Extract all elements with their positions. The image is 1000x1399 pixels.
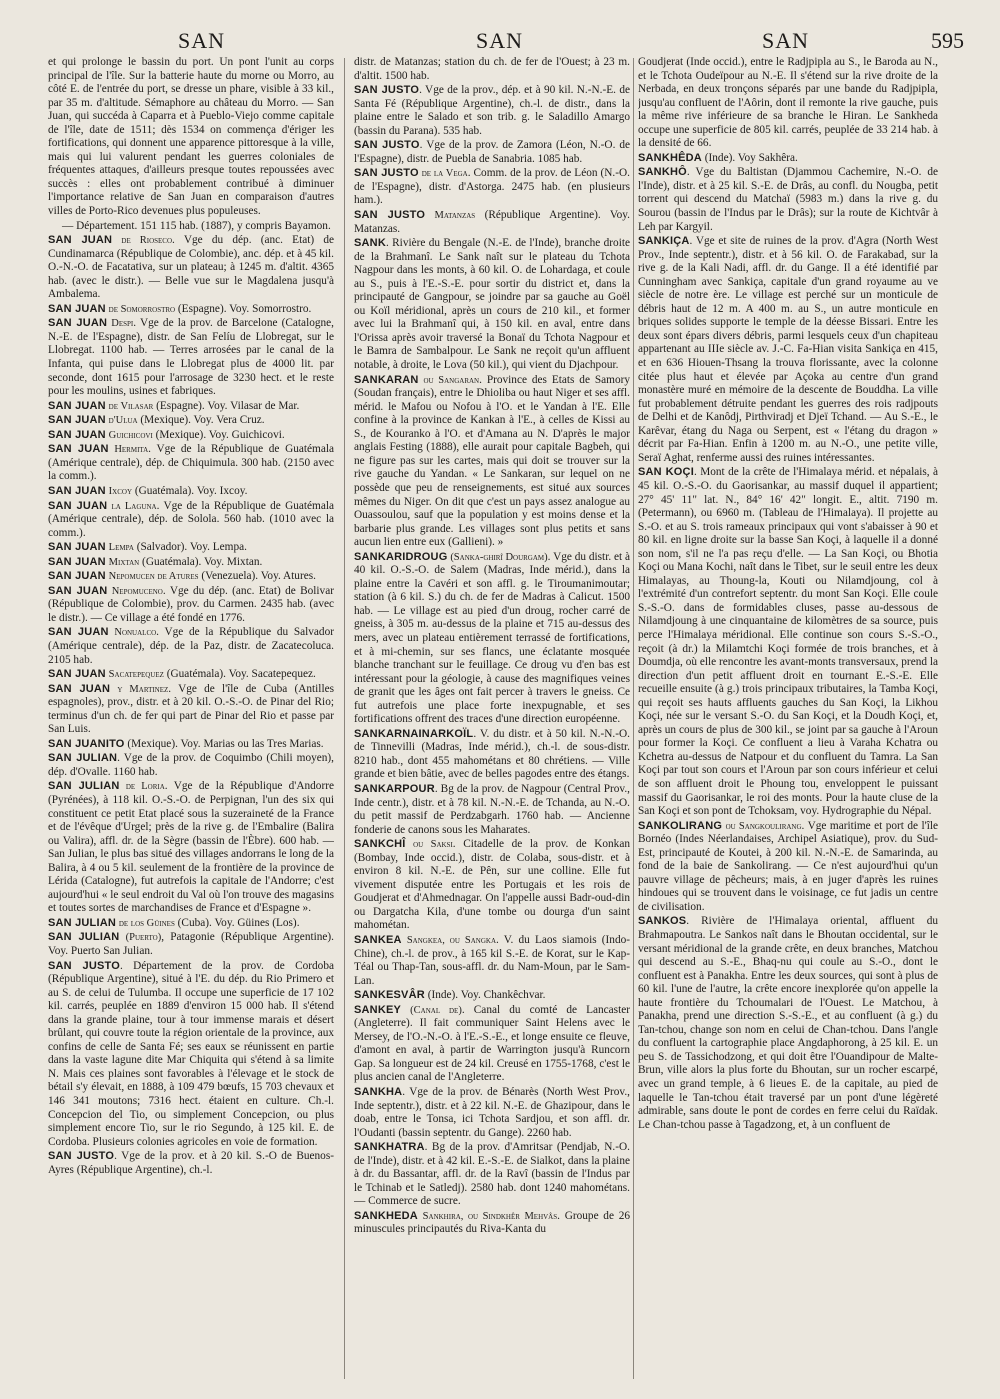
entry-headword: SAN JUAN <box>48 626 109 639</box>
entry-qualifier: Sacatepequez <box>108 669 164 681</box>
entry-headword: SAN KOÇI <box>638 466 694 479</box>
entry-headword: SAN JUANITO <box>48 737 125 750</box>
entry-headword: SANKOLIRANG <box>638 819 723 832</box>
dictionary-entry <box>48 960 334 1150</box>
entry-headword: SAN JULIAN <box>48 752 118 765</box>
text-column-right <box>638 56 938 1381</box>
dictionary-entry <box>48 1150 334 1177</box>
entry-qualifier: ou Sangkoulirang <box>725 820 802 832</box>
dictionary-entry <box>354 934 630 988</box>
dictionary-entry <box>354 838 630 933</box>
entry-headword: SANKOS <box>638 915 687 928</box>
dictionary-entry <box>354 551 630 727</box>
entry-body: (Mexique). Voy. Vera Cruz. <box>137 414 265 427</box>
entry-qualifier: ou Sangaran <box>423 374 480 386</box>
entry-body: (Salvador). Voy. Lempa. <box>133 541 247 554</box>
entry-qualifier: Nepomucen de Atures <box>108 571 199 583</box>
entry-headword: SANKHATRA <box>354 1141 425 1154</box>
dictionary-entry <box>354 237 630 372</box>
entry-qualifier: ou Saksi <box>413 839 453 851</box>
dictionary-entry <box>354 209 630 236</box>
dictionary-entry <box>48 626 334 667</box>
entry-body: . Vge de la prov. de Barcelone (Catalogne, N.-E. de l'Espagne), distr. de San Felíu de Llobregat, sur le Llobregat. 1100 hab. — Terres arrosées par le canal de la Infanta, qui puise dans le Llobregat plus de 4000 lit. par seconde, dont 1615 pour l'arrosage de 3230 hect. et le reste pour les moulins, usines et fabriques. <box>48 317 334 398</box>
entry-headword: SAN JUSTO <box>48 1150 115 1163</box>
dictionary-entry <box>48 683 334 737</box>
entry-text <box>48 56 334 219</box>
entry-body: . Bg de la prov. d'Amritsar (Pendjab, N.-O. de l'Inde), distr. et à 42 kil. E.-S.-E. de Sialkot, dans la plaine à dr. du Bassantar, affl. dr. de la Ravî (bassin de l'Indus par le Tchinab et le Satledj). 2580 hab. dont 1240 mahométans. — Commerce de sucre. <box>354 1141 630 1208</box>
entry-qualifier: Mixtan <box>108 556 140 568</box>
entry-headword: SAN JUSTO <box>354 167 419 180</box>
entry-text <box>638 56 938 151</box>
dictionary-entry <box>354 374 630 550</box>
column-rule-1 <box>344 58 345 1379</box>
dictionary-entry <box>48 556 334 570</box>
entry-headword: SANKHEDA <box>354 1209 418 1222</box>
dictionary-entry <box>354 1210 630 1237</box>
entry-body: (Venezuela). Voy. Atures. <box>198 570 316 583</box>
dictionary-entry <box>48 752 334 779</box>
entry-body: . Vge maritime et port de l'île Bornéo (Indes Néerlandaises, Archipel Asiatique), prov. du Sud-Est, principauté de Koutei, à 200 kil. N.-N.-E. de Samarinda, au fond de la baie de Sankolirang. — Ce n'est aujourd'hui qu'un pauvre village de pêcheurs; mais, à en juger d'après les ruines hindoues qui se trouvent dans le voisinage, ce fut jadis un centre de civilisation. <box>638 819 938 913</box>
entry-body: (Cuba). Voy. Güines (Los). <box>174 916 300 929</box>
entry-body: . Vge du dép. (anc. Etat) de Bolivar (République de Colombie), prov. du Carmen. 2435 hab. (avec le distr.). — Ce village a été fondé en 1776. <box>48 584 334 624</box>
entry-body: . Province des Etats de Samory (Soudan français), entre le Dhioliba ou haut Niger et ses affl. mérid. le Mafou ou Nofou à l'O. et le Yandan à l'E. Elle confine à la province de Kankan à l'E., à celles de Kissi au S., de Kouranko à l'O. et d'Amana au N. D'après le major anglais Festing (1888), elle aurait pour capitale Bagbeh, qui ne figure pas sur les cartes, mais qui doit se trouver sur la rive gauche du Yandan. « Le Sankaran, sur lequel on ne possède que peu de renseignements, est situé aux sources mêmes du Niger. On dit que c'est un pays assez analogue au Ouassoulou, sauf que la population y est moins dense et la barbarie plus grande. Les villages sont plus petits et sans aucun lien entre eux (Gallieni). » <box>354 373 630 549</box>
entry-qualifier: Sangkea, ou Sangka <box>406 935 497 946</box>
entry-headword: SAN JUAN <box>48 302 106 315</box>
entry-headword: SANKARAN <box>354 373 419 386</box>
entry-headword: SAN JULIAN <box>48 931 120 944</box>
entry-qualifier: (Sanka-ghirî Dourgam) <box>450 551 548 563</box>
entry-qualifier: la Laguna <box>111 500 157 512</box>
entry-headword: SAN JUSTO <box>354 209 426 222</box>
entry-body: . Vge du distr. et à 40 kil. O.-S.-O. de Salem (Madras, Inde mérid.), dans la plaine entre la Cavéri et son affl. g. le Tiroumanimoutar; station (à 6 kil. S.) du ch. de fer de Madras à Calicut. 1500 hab. — Le village est au pied d'un droug, rocher carré de gneiss, à 305 m. au-dessus de la plaine et 715 au-dessus des mers, avec un plateau entièrement terrassé de fortifications, et à mi-chemin, sur ses flancs, une éclatante mosquée blanche tranchant sur le feuillage. Ce droug vu d'en bas est intéressant pour la géologie, à cause des magnifiques veines de granit que les âges ont fait percer à travers le gneiss. Ce fut autrefois une place forte inexpugnable, et ses fortifications offrent des traces d'une direction européenne. <box>354 550 630 726</box>
dictionary-entry <box>354 728 630 782</box>
entry-body: . Vge du Baltistan (Djammou Cachemire, N.-O. de l'Inde), distr. et à 25 kil. S.-E. de Drâs, au confl. du Nougba, petit torrent qui descend du Matchaï (5983 m.) dans la rive g. du Sourou (bassin de l'Indus par le Drâs); sur la route de Kichtvâr à Leh par Kargyil. <box>638 166 938 233</box>
entry-headword: SAN JULIAN <box>48 916 117 929</box>
entry-body: . Vge de la République de Guatémala (Amérique centrale), dép. de Chiquimula. 300 hab. (2150 avec la comm.). <box>48 443 334 483</box>
dictionary-entry <box>48 917 334 931</box>
entry-body: . Citadelle de la prov. de Konkan (Bombay, Inde occid.), distr. de Colaba, sous-distr. et à environ 8 kil. N.-E. de Pên, sur une colline. Elle fut vivement disputée entre les Portugais et les rois de Goudjerat et d'Ahmednagar. On l'appelle aussi Badr-oud-din ou Dargatcha Kila, d'une tombe ou dourga d'un saint mahométan. <box>354 838 630 932</box>
entry-headword: SANKHÊDA <box>638 151 702 164</box>
entry-body: . Vge de la prov. et à 20 kil. S.-O de Buenos-Ayres (République Argentine), ch.-l. <box>48 1150 334 1176</box>
entry-headword: SANKARNAINARKOÏL <box>354 727 474 740</box>
header-right-word: SAN <box>762 28 810 53</box>
entry-body: (République Argentine). Voy. Matanzas. <box>354 209 630 235</box>
entry-headword: SANKARPOUR <box>354 782 435 795</box>
entry-body: . Vge de la prov. de Bénarès (North West Prov., Inde septentr.), distr. et à 22 kil. N.-E. de Ghazipour, dans le doab, entre le Tonsa, ici Tchota Sardjou, et son affl. dr. l'Oudanti (bassin septentr. du Gange). 2260 hab. <box>354 1086 630 1139</box>
entry-qualifier: Nonualco <box>114 627 157 639</box>
entry-body: . V. du distr. et à 50 kil. N.-N.-O. de Tinnevilli (Madras, Inde mérid.), ch.-l. de sous-distr. 8210 hab., dont 455 mahométans et 80 chrétiens. — Ville grande et bien bâtie, avec de belles pagodes entre des étangs. <box>354 727 630 781</box>
dictionary-entry <box>48 931 334 958</box>
dictionary-entry <box>48 400 334 414</box>
header-left-word: SAN <box>178 28 226 53</box>
entry-headword: SANKCHÎ <box>354 838 406 851</box>
dictionary-entry <box>48 414 334 428</box>
entry-qualifier: Guichicovi <box>108 429 153 441</box>
dictionary-entry <box>48 500 334 541</box>
dictionary-entry <box>48 585 334 626</box>
entry-body: (Espagne). Voy. Vilasar de Mar. <box>153 399 300 412</box>
entry-headword: SAN JUAN <box>48 668 106 681</box>
entry-qualifier: de Loria <box>125 781 165 793</box>
dictionary-entry <box>48 317 334 398</box>
entry-body: . Comm. de la prov. de Léon (N.-O. de l'Espagne), distr. d'Astorga. 2475 hab. (en plusieurs ham.). <box>354 167 630 207</box>
dictionary-entry <box>354 783 630 837</box>
entry-qualifier: y Martinez <box>117 683 169 695</box>
entry-body: . Bg de la prov. de Nagpour (Central Prov., Inde centr.), distr. et à 78 kil. N.-N.-E. de Tchanda, au N.-O. du petit massif de Perdzabgarh. 1760 hab. — Ancienne fonderie de canons sous les Maharates. <box>354 782 630 836</box>
entry-body: . Groupe de 26 minuscules principautés du Riva-Kanta du <box>354 1209 630 1236</box>
entry-body: . Vge de la République d'Andorre (Pyrénées), à 118 kil. O.-S.-O. de Perpignan, l'un des six qui constituent ce petit Etat placé sous la suzeraineté de la France et de l'évêque d'Urgel; près de la rive g. de l'Embalire (Balira ou Valira), affl. dr. de la Sègre (bassin de l'Èbre). 600 hab. — San Julian, le plus bas situé des villages andorrans le long de la Balira, à 4 ou 5 kil. seulement de la frontière de la province de Lérida (Catalogne), fut autrefois la capitale de l'Andorre; c'est aujourd'hui « le seul endroit du Val où l'on trouve des magasins et toutes sortes de marchandises de France et d'Espagne ». <box>48 780 334 915</box>
entry-body: . Mont de la crête de l'Himalaya mérid. et népalais, à 45 kil. O.-S.-O. du Gaorisankar, au massif duquel il appartient; 27° 45' 11" lat. N., 84° 16' 42" longit. E., altit. 7190 m. (Petermann), ou 6960 m. (Tableau de l'Himalaya). Il projette au S.-O. et au S. trois rameaux principaux qui vont s'abaisser à 90 et 80 kil. en ligne droite sur la basse San Koçi, à laquelle il a donné son nom, s'il ne l'a pas reçu d'elle. — La San Koçi, ou Bhotia Koçi ou Mana Kochi, naît dans le Tibet, sur le seuil entre les deux Himalayas, au Thoung-la, Kouti ou Nilamdjoung, col à l'extrémité d'un contrefort septentr. du mont San Koçi. Elle coule S.-S.-O. dans de formidables cluses, passe au-dessous de Nilamdjoung à une cinquantaine de kilomètres de sa source, puis perce l'Himalaya méridional. Elle continue son cours S.-S.-O., reçoit (à dr.) la Milamtchi Koçi formée de trois branches, et à Doumdja, où elle rencontre les avant-monts transversaux, prend la direction d'un petit affluent droit en tournant E.-S.-E. Elle recueille ensuite (à g.) trois principaux tributaires, la Tamba Koçi, qui reçoit ses hauts affluents gauches du San Koçi, la Likhou Koçi, née sur le versant S.-O. du San Koçi, et la Doudh Koçi, et, après un cours de plus de 300 kil., se joint par sa gauche à l'Aroun pour former la Koçi. Ce confluent a lieu à Varaha Kchatra ou Kchetra au-dessus de Natpour et du confluent du Tamra. La San Koçi par tout son cours et l'Aroun par son cours inférieur et celui de son affluent droit le Phoung tou, enveloppent le puissant massif du Gaorisankar, le roi des monts. Pour la haute cluse de la San Koçi et son pont de Tchoksam, voy. Hydrographie du Népal. <box>638 466 938 818</box>
entry-qualifier: Lempa <box>108 542 134 554</box>
entry-qualifier: de los Güines <box>118 917 175 929</box>
entry-body: (Inde). Voy Sakhêra. <box>701 151 798 164</box>
dictionary-entry <box>48 668 334 682</box>
dictionary-entry <box>354 1004 630 1085</box>
dictionary-entry <box>638 915 938 1132</box>
entry-body: (Mexique). Voy. Marias ou las Tres Marias. <box>124 737 324 750</box>
entry-headword: SANKEA <box>354 934 402 946</box>
entry-headword: SAN JUSTO <box>48 959 121 972</box>
entry-qualifier: Matanzas <box>434 210 476 222</box>
entry-headword: SAN JUSTO <box>354 139 420 152</box>
entry-headword: SANKHA <box>354 1086 403 1099</box>
entry-body: . Vge de la prov., dép. et à 90 kil. N.-N.-E. de Santa Fé (République Argentine), ch.-l. de distr., dans la plaine entre le Salado et son trib. g. le Saladillo Amargo (bassin du Parana). 535 hab. <box>354 84 630 137</box>
entry-body: (Inde). Voy. Chankêchvar. <box>424 989 546 1002</box>
entry-headword: SANKHÔ <box>638 166 687 179</box>
dictionary-entry <box>354 989 630 1003</box>
entry-text <box>354 56 630 83</box>
entry-headword: SAN JUAN <box>48 682 111 695</box>
dictionary-entry <box>48 443 334 484</box>
entry-body: — Département. 151 115 hab. (1887), y compris Bayamon. <box>62 219 331 232</box>
dictionary-entry <box>48 429 334 443</box>
entry-qualifier: Sankhira, ou Sindkhêr Mehvâs <box>422 1210 558 1222</box>
entry-qualifier: de Rioseco <box>121 235 173 247</box>
entry-body: . Vge de la République de Guatémala (Amérique centrale), dép. de Solola. 560 hab. (1010 avec la comm.). <box>48 499 334 539</box>
entry-body: (Mexique). Voy. Guichicovi. <box>152 428 285 441</box>
entry-headword: SAN JUAN <box>48 584 108 597</box>
entry-headword: SAN JUAN <box>48 234 113 247</box>
entry-qualifier: Hermita <box>114 444 149 456</box>
entry-headword: SAN JUAN <box>48 428 106 441</box>
entry-body: . Département de la prov. de Cordoba (République Argentine), situé à l'E. du dép. du Rio Primero et au S. de celui de Tulumba. Il occupe une superficie de 17 102 kil. carrés, peuplée en 1889 d'environ 15 000 hab. Il s'étend dans la grande plaine, tour à tour immense marais et désert brûlant, qui couvre toute la région orientale de la province, aux confins de celle de Santa Fé; ses eaux se réunissent en partie dans la vaste lagune dite Mar Chiquita qui s'étend à sa limite N. Mais ces plaines sont favorables à l'élevage et le stock de bétail s'y élevait, en 1888, à 109 479 bœufs, 15 703 chevaux et 146 341 moutons; 7316 hect. étaient en culture. Ch.-l. Concepcion del Tio, ou simplement Concepcion, ou plus simplement encore Tio, sur le rio Segundo, à 125 kil. E. de Cordoba. Plusieurs colonies agricoles en voie de formation. <box>48 959 334 1148</box>
entry-headword: SAN JUAN <box>48 570 106 583</box>
dictionary-entry <box>354 139 630 166</box>
entry-body: (Espagne). Voy. Somorrostro. <box>175 302 312 315</box>
entry-body: , Patagonie (République Argentine). Voy. Puerto San Julian. <box>48 931 334 957</box>
entry-headword: SANKARIDROUG <box>354 550 448 563</box>
entry-headword: SAN JUAN <box>48 443 109 456</box>
header-center-word: SAN <box>476 28 524 53</box>
running-header <box>0 28 1000 58</box>
entry-body: . Canal du comté de Lancaster (Angleterre). Il fait communiquer Saint Helens avec le Mersey, de l'O.-N.-O. à l'E.-S.-E., et longe ensuite ce fleuve, d'amont en aval, à partir de Warrington jusqu'à Runcorn Gap. Sa longueur est de 24 kil. Creusé en 1755-1768, c'est le plus ancien canal de l'Angleterre. <box>354 1003 630 1084</box>
entry-body: (Guatémala). Voy. Sacatepequez. <box>163 668 316 681</box>
dictionary-entry <box>354 1086 630 1140</box>
text-column-left <box>48 56 334 1381</box>
entry-qualifier: (Puerto) <box>125 932 162 944</box>
entry-headword: SAN JUAN <box>48 399 106 412</box>
entry-qualifier: Ixcoy <box>108 485 133 497</box>
dictionary-entry <box>48 570 334 584</box>
dictionary-entry <box>638 235 938 465</box>
entry-headword: SAN JUAN <box>48 499 108 512</box>
entry-headword: SAN JUAN <box>48 555 106 568</box>
entry-qualifier: Nepomuceno <box>111 585 163 597</box>
entry-body: . Vge de la prov. de Coquimbo (Chili moyen), dép. d'Ovalle. 1160 hab. <box>48 752 334 778</box>
entry-qualifier: (Canal de) <box>410 1004 462 1016</box>
entry-body: . Rivière de l'Himalaya oriental, affluent du Brahmapoutra. Le Sankos naît dans le Bhoutan occidental, sur le versant méridional de la grande crête, en deux branches, Matchou qui descend au S.-E., Bhaq-nu qui coule au S.-O., dont le confluent est à Panakha. Entre les deux sources, qui sont à plus de 60 kil. l'une de l'autre, la crête encore inexplorée qu'on appelle la haute frontière du Tchoumalari de l'Ouest. Le Matchou, à Panakha, prend une direction S.-S.-E., et au confluent (à g.) du Tan-tchou, change son nom en celui de Chan-tchou. Dans l'angle du confluent la cartographie place Angdaphorong, à 25 kil. E. un peu S. de Tassichodzong, et qui doit être l'Ouandipour de Malte-Brun, ville alors la plus forte du Bhoutan, sur un rocher escarpé, avec un grand temple, à 6 lieues E. de la capitale, au pied de laquelle le Tan-tchou était traversé par un pont d'une légèreté admirable, sans doute le pont de cordes en ferre celui du Raïdak. Le Chan-tchou passe à Tagadzong, et, à un confluent de <box>638 915 938 1131</box>
entry-body: . Vge de la prov. de Zamora (Léon, N.-O. de l'Espagne), distr. de Puebla de Sanabria. 1085 hab. <box>354 139 630 165</box>
dictionary-entry <box>638 820 938 915</box>
dictionary-entry <box>48 485 334 499</box>
entry-qualifier: de Somorrostro <box>108 303 176 315</box>
entry-headword: SAN JULIAN <box>48 780 120 793</box>
entry-body: distr. de Matanzas; station du ch. de fer de l'Ouest; à 23 m. d'altit. 1500 hab. <box>354 56 630 82</box>
entry-body: . V. du Laos siamois (Indo-Chine), ch.-l. de prov., à 165 kil S.-E. de Korat, sur le Kap-Téal ou Thap-Tan, sous-affl. dr. du Nam-Moun, par le Sam-Lan. <box>354 934 630 987</box>
entry-body: et qui prolonge le bassin du port. Un pont l'unit au corps principal de l'île. Sur la batterie haute du morne ou Morro, au côté E. de l'entrée du port, se dresse un phare, visible à 33 kil., par 35 m. d'altitude. Sémaphore au château du Morro. — San Juan, qui succéda à Caparra et à Pueblo-Viejo comme capitale de l'île, date de 1511; dès 1534 on commença d'ériger les fortifications, qui donnent une apparence pittoresque à la ville, mais qui lui valurent pendant les guerres coloniales de fréquentes attaques, d'ailleurs presque toutes repoussées avec succès : elles ont probablement contribué à diminuer l'importance relative de San Juan en comparaison d'autres villes de Porto-Rico devenues plus populeuses. <box>48 56 334 218</box>
entry-headword: SAN JUAN <box>48 541 106 554</box>
entry-qualifier: de Vilasar <box>108 400 154 412</box>
entry-body: (Guatémala). Voy. Mixtan. <box>139 555 263 568</box>
entry-qualifier: d'Ulua <box>108 415 138 427</box>
dictionary-entry <box>354 84 630 138</box>
dictionary-entry <box>354 1141 630 1209</box>
entry-body: (Guatémala). Voy. Ixcoy. <box>132 484 248 497</box>
entry-qualifier: Despi <box>111 318 134 330</box>
entry-body: Goudjerat (Inde occid.), entre le Radjpipla au S., le Baroda au N., et le Tchota Oudeïpour au N.-E. Il s'étend sur la rive droite de la Nerbada, en deux tronçons séparés par une bande du Radjpipla, jusqu'au confluent de l'Aôrin, dont il remonte la rive gauche, puis la même rive inférieure de sa branche le Hiran. Le Sankheda occupe une superficie de 805 kil. carrés, peuplée de 33 214 hab. à la densité de 66. <box>638 56 938 150</box>
entry-headword: SAN JUAN <box>48 414 106 427</box>
entry-headword: SANK <box>354 237 386 250</box>
entry-body: . Vge du dép. (anc. Etat) de Cundinamarca (République de Colombie), anc. dép. et à 45 kil. O.-N.-O. de Facatativa, sur un plateau; à 1245 m. d'altit. 4365 hab. (avec le distr.). — Belle vue sur le Magdalena jusqu'à Ambalema. <box>48 234 334 301</box>
entry-body: . Rivière du Bengale (N.-E. de l'Inde), branche droite de la Brahmanî. Le Sank naît sur le plateau du Tchota Nagpour dans les monts, à 60 kil. O. de Lohardaga, et coule au S., puis à l'E.-S.-E. pour sortir du district et, dans la principauté de Gangpour, se joindre par sa gauche au Goël ou Koïl méridional, après un cours de 210 kil., et former avec lui la Brahmanî qui, à 150 kil. en aval, entre dans l'Orissa après avoir traversé la Bonaï du Tchota Nagpour et le Bamra de Sambalpour. Le Sank ne reçoit qu'un affluent notable, à droite, le Lova (50 kil.), qui vient du Djachpour. <box>354 237 630 372</box>
page-number: 595 <box>931 28 964 53</box>
entry-body: . Vge et site de ruines de la prov. d'Agra (North West Prov., Inde septentr.), distr. et à 56 kil. O. de Farakabad, sur la rive g. de la Kali Nadi, affl. dr. du Gange. Il a été identifié par Cunningham avec Sankiça, capitale d'un grand royaume au ve siècle de notre ère. Le village est perché sur un monticule de débris haut de 12 m. A 400 m. au S., un autre monticule en briques solides supporte le temple de la déesse Bissari. Entre les deux sont épars divers débris, parmi lesquels ceux d'un chapiteau appartenant au IIIe siècle av. J.-C. Fa-Hian visita Sankiça en 415, et en 636 Hiouen-Thsang la trouva florissante, avec la colonne citée plus haut et élevée par Açoka au centre d'un grand monastère muré en mémoire de la descente de Bouddha. La ville fut probablement détruite pendant les guerres des rois radjpouts de Delhi et de Kanôdj, Pirthviradj et Djeï Tchand. — Au S.-E., le Karêvar, étang du Naga ou Serpent, est « l'étang du dragon » décrit par Fa-Hian. Enfin à 1200 m. au N.-O., une petite ville, Seraï Aghat, renferme aussi des ruines intéressantes. <box>638 235 938 464</box>
dictionary-entry <box>48 541 334 555</box>
dictionary-entry <box>638 152 938 166</box>
column-rule-2 <box>633 58 634 1379</box>
entry-headword: SAN JUAN <box>48 484 106 497</box>
dictionary-entry <box>638 466 938 818</box>
dictionary-entry <box>638 166 938 234</box>
entry-qualifier: de la Vega <box>421 168 468 180</box>
entry-body: . Vge de l'île de Cuba (Antilles espagnoles), prov., distr. et à 20 kil. O.-S.-O. de Pinar del Rio; terminus d'un ch. de fer qui part de Pinar del Rio et passe par San Luis. <box>48 682 334 736</box>
entry-headword: SANKEY <box>354 1003 402 1016</box>
dictionary-entry <box>48 234 334 302</box>
dictionary-entry <box>354 167 630 208</box>
entry-headword: SANKIÇA <box>638 235 690 248</box>
text-column-middle <box>354 56 630 1381</box>
dictionary-entry <box>48 738 334 752</box>
entry-body: . Vge de la République du Salvador (Amérique centrale), dép. de la Paz, distr. de Zacatecoluca. 2105 hab. <box>48 626 334 666</box>
entry-headword: SAN JUAN <box>48 317 108 330</box>
entry-headword: SAN JUSTO <box>354 84 420 97</box>
dictionary-entry <box>48 780 334 915</box>
dictionary-entry <box>48 303 334 317</box>
entry-headword: SANKESVÂR <box>354 989 425 1002</box>
entry-text <box>48 220 334 234</box>
